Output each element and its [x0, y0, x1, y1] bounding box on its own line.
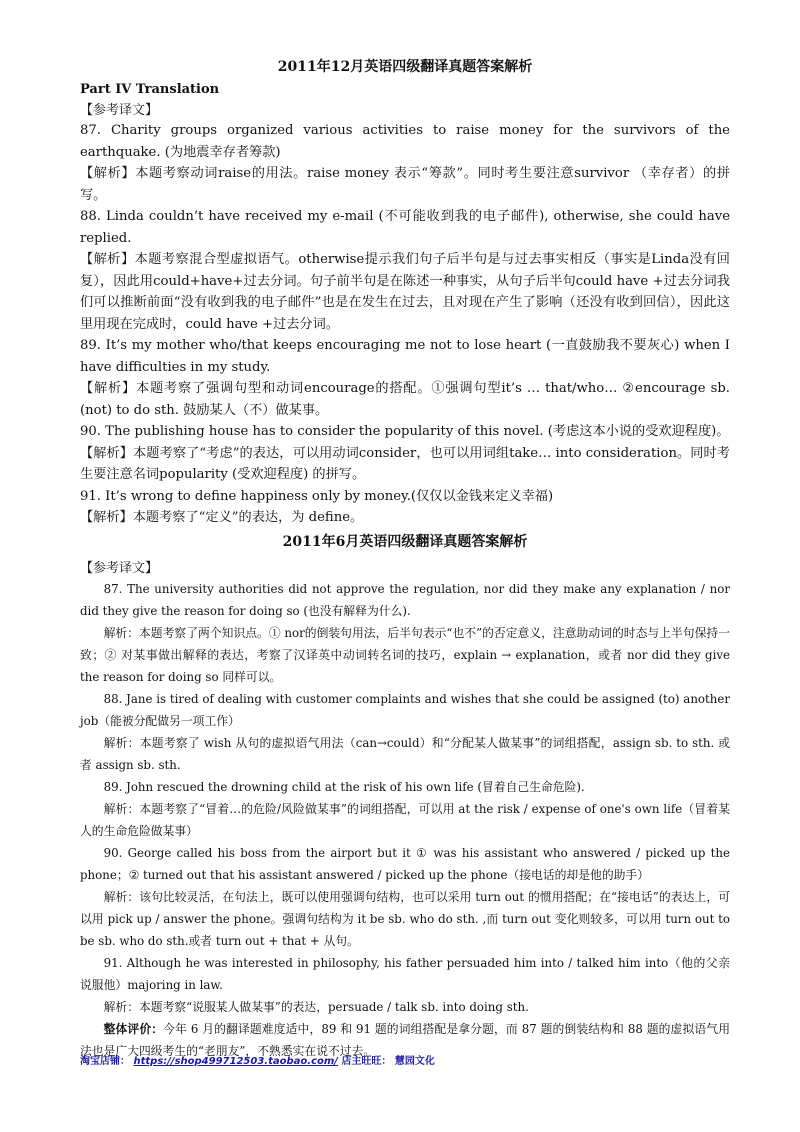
paragraph: 【解析】本题考察了“考虑”的表达，可以用动词consider，也可以用词组take… into consideration。同时考生要注意名词popularity (受欢迎程度) 的拼写。: [80, 445, 730, 482]
paragraph: 解析：本题考察了“冒着…的危险/风险做某事”的词组搭配，可以用 at the risk / expense of one's own life（冒着某人的生命危险做某事）: [80, 801, 730, 838]
summary-label: 整体评价：: [103, 1021, 164, 1036]
paragraph: 解析：本题考察了 wish 从句的虚拟语气用法（can→could）和“分配某人做某事”的词组搭配，assign sb. to sth. 或者 assign sb. sth.: [80, 735, 730, 772]
paragraph: 88. Linda couldn’t have received my e-mail (不可能收到我的电子邮件), otherwise, she could have replied.: [80, 209, 730, 246]
paragraph: 解析：本题考察“说服某人做某事”的表达，persuade / talk sb. into doing sth.: [103, 999, 529, 1014]
owner-label: 店主旺旺：: [341, 1056, 392, 1067]
paragraph: 87. Charity groups organized various activities to raise money for the survivors of the earthquake. (为地震幸存者筹款): [80, 123, 730, 160]
paragraph: 解析：本题考察了两个知识点。① nor的倒装句用法，后半句表示“也不”的否定意义，注意助动词的时态与上半句保持一致；② 对某事做出解释的表达，考察了汉译英中动词转名词的技巧，explain → explanation，或者 nor did they give the reason for doing so 同样可以。: [80, 625, 730, 684]
paragraph: 解析：该句比较灵活，在句法上，既可以使用强调句结构，也可以采用 turn out 的惯用搭配；在“接电话”的表达上，可以用 pick up / answer the phone。强调句结构为 it be sb. who do sth. ,而 turn out 变化则较多，可以用 turn out to be sb. who do sth.或者 turn out + that + 从句。: [80, 889, 730, 948]
reference-label: 【参考译文】: [80, 103, 159, 118]
paragraph: 【解析】本题考察了强调句型和动词encourage的搭配。①强调句型it’s … that/who… ②encourage sb. (not) to do sth. 鼓励某人（不）做某事。: [80, 381, 730, 418]
part-heading: Part IV Translation: [80, 82, 220, 97]
paragraph: 89. It’s my mother who/that keeps encouraging me not to lose heart (一直鼓励我不要灰心) when I have difficulties in my study.: [80, 338, 730, 375]
section-title: 2011年6月英语四级翻译真题答案解析: [282, 533, 528, 550]
section-title: 2011年12月英语四级翻译真题答案解析: [277, 59, 533, 75]
section-jun-2011: [80, 531, 730, 1062]
section-dec-2011: [80, 56, 730, 529]
shop-label: 淘宝店铺：: [80, 1056, 130, 1067]
paragraph: 87. The university authorities did not approve the regulation, nor did they make any explanation / nor did they give the reason for doing so (也没有解释为什么).: [80, 581, 730, 618]
summary-text: 今年 6 月的翻译题难度适中，89 和 91 题的词组搭配是拿分题，而 87 题的倒装结构和 88 题的虚拟语气用法也是广大四级考生的“老朋友”，不熟悉实在说不过去。: [80, 1021, 730, 1058]
paragraph: 【解析】本题考察了“定义”的表达，为 define。: [80, 510, 364, 525]
paragraph: 91. Although he was interested in philosophy, his father persuaded him into / talked him into（他的父亲说服他）majoring in law.: [80, 955, 730, 992]
paragraph: 90. The publishing house has to consider the popularity of this novel. (考虑这本小说的受欢迎程度)。: [80, 424, 730, 439]
paragraph: 91. It’s wrong to define happiness only by money.(仅仅以金钱来定义幸福): [80, 488, 554, 504]
paragraph: 89. John rescued the drowning child at the risk of his own life (冒着自己生命危险).: [103, 779, 585, 794]
shop-link[interactable]: https://shop499712503.taobao.com/: [133, 1056, 338, 1067]
owner-name: 慧园文化: [394, 1056, 435, 1067]
footer: [80, 1052, 435, 1067]
document-page: [80, 56, 730, 1062]
paragraph: 【解析】本题考察动词raise的用法。raise money 表示“筹款”。同时考生要注意survivor （幸存者）的拼写。: [80, 166, 730, 203]
paragraph: 90. George called his boss from the airport but it ① was his assistant who answered / picked up the phone；② turned out that his assistant answered / picked up the phone（接电话的却是他的助手）: [80, 845, 730, 882]
paragraph: 88. Jane is tired of dealing with customer complaints and wishes that she could be assigned (to) another job（能被分配做另一项工作）: [80, 691, 730, 728]
reference-label: 【参考译文】: [80, 560, 159, 576]
paragraph: 【解析】本题考察混合型虚拟语气。otherwise提示我们句子后半句是与过去事实相反（事实是Linda没有回复），因此用could+have+过去分词。句子前半句是在陈述一种事实，从句子后半句could have +过去分词我们可以推断前面“没有收到我的电子邮件”也是在发生在过去，且对现在产生了影响（还没有收到回信），因此这里用现在完成时，could have +过去分词。: [80, 252, 730, 332]
